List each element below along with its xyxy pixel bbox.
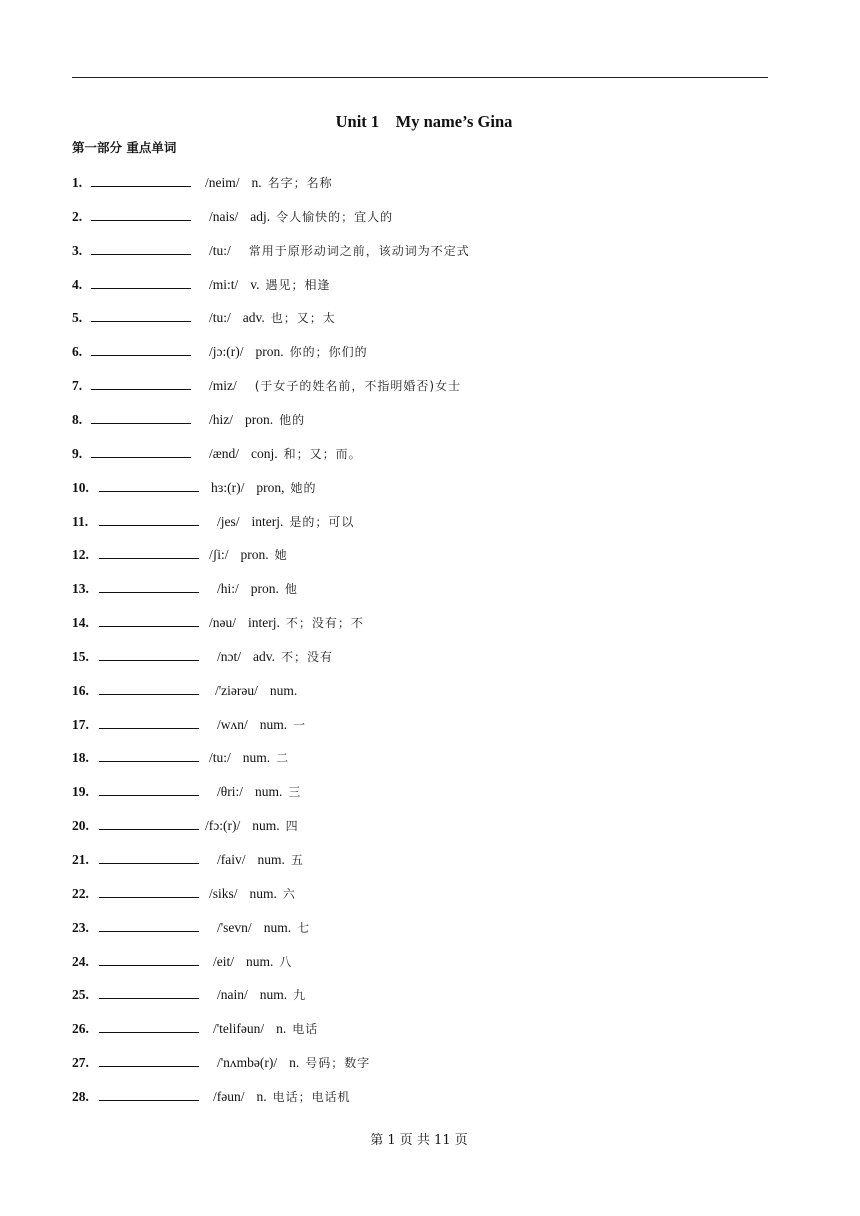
vocab-entry xyxy=(72,850,304,870)
entry-number: 6. xyxy=(72,344,83,360)
chinese-meaning: (于女子的姓名前，不指明婚否)女士 xyxy=(254,379,462,394)
part-of-speech: num. xyxy=(252,818,280,834)
phonetic: /jes/ xyxy=(217,513,240,529)
chinese-meaning: 她 xyxy=(274,548,288,563)
part-of-speech: num. xyxy=(249,885,277,901)
entry-number: 28. xyxy=(72,1088,89,1104)
chinese-meaning: 她的 xyxy=(290,480,317,495)
chinese-meaning: 是的；可以 xyxy=(289,514,355,529)
phonetic: /nəu/ xyxy=(209,615,236,631)
entry-number: 4. xyxy=(72,276,83,292)
vocab-entry xyxy=(72,308,336,328)
vocab-entry xyxy=(72,715,306,735)
answer-blank[interactable] xyxy=(91,287,191,289)
phonetic: /miz/ xyxy=(209,378,237,394)
answer-blank[interactable] xyxy=(91,456,191,458)
part-of-speech: num. xyxy=(254,784,283,800)
vocab-entry xyxy=(72,275,331,295)
chinese-meaning: 三 xyxy=(288,785,302,800)
part-of-speech: num. xyxy=(263,919,292,935)
answer-blank[interactable] xyxy=(99,524,199,526)
phonetic: /ænd/ xyxy=(209,445,240,461)
vocab-entry xyxy=(72,884,296,904)
chinese-meaning: 常用于原形动词之前，该动词为不定式 xyxy=(248,243,470,258)
page-footer: 第 1 页 共 11 页 xyxy=(370,1133,468,1148)
phonetic: /'telifəun/ xyxy=(213,1021,265,1037)
phonetic: /nais/ xyxy=(209,208,239,224)
entry-number: 7. xyxy=(72,378,83,394)
entry-number: 24. xyxy=(72,953,89,969)
part-of-speech: v. xyxy=(250,276,260,292)
chinese-meaning: 号码；数字 xyxy=(305,1056,371,1071)
answer-blank[interactable] xyxy=(99,591,199,593)
vocab-entry xyxy=(72,613,364,633)
chinese-meaning: 不；没有；不 xyxy=(285,616,364,631)
entry-number: 19. xyxy=(72,784,89,800)
chinese-meaning: 不；没有 xyxy=(281,649,334,664)
answer-blank[interactable] xyxy=(99,964,199,966)
answer-blank[interactable] xyxy=(99,659,199,661)
phonetic: hɜ:(r)/ xyxy=(211,479,245,495)
phonetic: /neim/ xyxy=(205,175,240,190)
phonetic: /'nʌmbə(r)/ xyxy=(217,1055,278,1071)
chinese-meaning: 二 xyxy=(276,751,290,766)
page-title: Unit 1 My name’s Gina xyxy=(335,112,513,131)
part-of-speech: adv. xyxy=(242,310,265,326)
phonetic: /tu:/ xyxy=(209,750,231,766)
phonetic: /eit/ xyxy=(213,953,234,969)
vocab-entry xyxy=(72,681,303,701)
part-of-speech: num. xyxy=(257,852,285,867)
answer-blank[interactable] xyxy=(99,828,199,830)
part-of-speech: num. xyxy=(259,716,288,732)
vocab-entry xyxy=(72,1053,370,1073)
answer-blank[interactable] xyxy=(99,727,199,729)
answer-blank[interactable] xyxy=(99,625,199,627)
part-of-speech: adj. xyxy=(250,208,271,224)
chinese-meaning: 名字；名称 xyxy=(267,176,333,190)
answer-blank[interactable] xyxy=(99,930,199,932)
chinese-meaning: 电话 xyxy=(292,1022,319,1037)
chinese-meaning: 遇见；相逢 xyxy=(265,277,331,292)
chinese-meaning: 七 xyxy=(297,920,311,935)
chinese-meaning: 你的；你们的 xyxy=(289,345,368,360)
part-of-speech: n. xyxy=(289,1055,300,1071)
entry-number: 22. xyxy=(72,885,89,901)
part-of-speech: pron, xyxy=(256,479,285,495)
vocab-entry xyxy=(72,173,333,193)
part-of-speech: conj. xyxy=(251,445,278,461)
vocab-entry xyxy=(72,782,301,802)
answer-blank[interactable] xyxy=(91,422,191,424)
chinese-meaning: 四 xyxy=(285,819,299,834)
phonetic: /'ziərəu/ xyxy=(215,682,258,698)
part-of-speech: num. xyxy=(242,750,271,766)
entry-number: 2. xyxy=(72,208,83,224)
phonetic: /faiv/ xyxy=(217,852,246,867)
entry-number: 26. xyxy=(72,1021,89,1037)
section-heading: 第一部分 重点单词 xyxy=(72,140,177,155)
entry-number: 14. xyxy=(72,615,89,631)
answer-blank[interactable] xyxy=(99,693,199,695)
entry-number: 21. xyxy=(72,852,89,867)
part-of-speech: pron. xyxy=(250,581,279,597)
vocab-entry xyxy=(72,748,289,768)
chinese-meaning: 九 xyxy=(293,988,307,1003)
entry-number: 10. xyxy=(72,479,89,495)
vocab-entry xyxy=(72,545,288,565)
answer-blank[interactable] xyxy=(99,896,199,898)
answer-blank[interactable] xyxy=(99,862,199,864)
vocab-entry xyxy=(72,985,306,1005)
part-of-speech: n. xyxy=(251,175,262,190)
phonetic: /ʃi:/ xyxy=(209,547,229,563)
vocab-entry xyxy=(72,647,333,667)
phonetic: /hiz/ xyxy=(209,411,233,427)
entry-number: 23. xyxy=(72,919,89,935)
phonetic: /tu:/ xyxy=(209,242,231,258)
answer-blank[interactable] xyxy=(99,490,199,492)
vocab-entry xyxy=(72,952,292,972)
chinese-meaning: 五 xyxy=(290,853,304,867)
chinese-meaning: 六 xyxy=(282,886,296,901)
part-of-speech: n. xyxy=(256,1088,267,1104)
answer-blank[interactable] xyxy=(99,997,199,999)
chinese-meaning: 也；又；太 xyxy=(270,311,336,326)
vocab-entry xyxy=(72,444,362,464)
vocab-entry xyxy=(72,918,310,938)
entry-number: 20. xyxy=(72,818,89,834)
vocab-entry xyxy=(72,512,354,532)
part-of-speech: interj. xyxy=(248,615,280,631)
part-of-speech: n. xyxy=(276,1021,287,1037)
phonetic: /nain/ xyxy=(217,987,248,1003)
chinese-meaning: 一 xyxy=(293,717,307,732)
phonetic: /wʌn/ xyxy=(217,716,248,732)
entry-number: 13. xyxy=(72,581,89,597)
entry-number: 12. xyxy=(72,547,89,563)
chinese-meaning: 他 xyxy=(284,582,298,597)
answer-blank[interactable] xyxy=(91,253,191,255)
entry-number: 9. xyxy=(72,445,83,461)
entry-number: 5. xyxy=(72,310,83,326)
entry-number: 11. xyxy=(72,513,89,529)
entry-number: 25. xyxy=(72,987,89,1003)
entry-number: 27. xyxy=(72,1055,89,1071)
part-of-speech: pron. xyxy=(245,411,274,427)
vocab-entry xyxy=(72,376,461,396)
part-of-speech: num. xyxy=(269,682,298,698)
chinese-meaning: 电话；电话机 xyxy=(272,1089,351,1104)
entry-number: 15. xyxy=(72,648,89,664)
part-of-speech: interj. xyxy=(251,513,284,529)
part-of-speech: num. xyxy=(246,953,274,969)
entry-number: 8. xyxy=(72,411,83,427)
answer-blank[interactable] xyxy=(91,219,191,221)
answer-blank[interactable] xyxy=(91,388,191,390)
chinese-meaning: 令人愉快的；宜人的 xyxy=(276,209,394,224)
phonetic: /hi:/ xyxy=(217,581,239,597)
answer-blank[interactable] xyxy=(99,794,199,796)
part-of-speech: adv. xyxy=(253,648,275,664)
chinese-meaning: 八 xyxy=(279,954,293,969)
vocab-entry xyxy=(72,579,298,599)
answer-blank[interactable] xyxy=(99,557,199,559)
vocab-entry xyxy=(72,1087,351,1107)
vocab-entry xyxy=(72,478,317,498)
vocab-entry xyxy=(72,241,470,261)
vocab-entry xyxy=(72,816,299,836)
answer-blank[interactable] xyxy=(91,320,191,322)
phonetic: /tu:/ xyxy=(209,310,231,326)
header-rule xyxy=(72,77,768,78)
entry-number: 17. xyxy=(72,716,89,732)
phonetic: /θri:/ xyxy=(217,784,243,800)
answer-blank[interactable] xyxy=(91,185,191,187)
answer-blank[interactable] xyxy=(99,1065,199,1067)
answer-blank[interactable] xyxy=(91,354,191,356)
phonetic: /'sevn/ xyxy=(217,919,252,935)
phonetic: /fəun/ xyxy=(213,1088,245,1104)
part-of-speech: num. xyxy=(259,987,288,1003)
vocab-entry xyxy=(72,410,305,430)
answer-blank[interactable] xyxy=(99,760,199,762)
part-of-speech: pron. xyxy=(255,344,284,360)
entry-number: 16. xyxy=(72,682,89,698)
answer-blank[interactable] xyxy=(99,1099,199,1101)
phonetic: /fɔ:(r)/ xyxy=(205,818,241,834)
part-of-speech: pron. xyxy=(240,547,269,563)
chinese-meaning: 和；又；而。 xyxy=(283,446,362,461)
vocab-entry xyxy=(72,207,393,227)
answer-blank[interactable] xyxy=(99,1031,199,1033)
entry-number: 3. xyxy=(72,242,83,258)
chinese-meaning: 他的 xyxy=(279,412,306,427)
phonetic: /siks/ xyxy=(209,885,238,901)
phonetic: /mi:t/ xyxy=(209,276,239,292)
phonetic: /nɔt/ xyxy=(217,648,241,664)
entry-number: 18. xyxy=(72,750,89,766)
vocab-entry xyxy=(72,1019,318,1039)
phonetic: /jɔ:(r)/ xyxy=(209,344,244,360)
vocab-entry xyxy=(72,342,368,362)
entry-number: 1. xyxy=(72,175,83,190)
